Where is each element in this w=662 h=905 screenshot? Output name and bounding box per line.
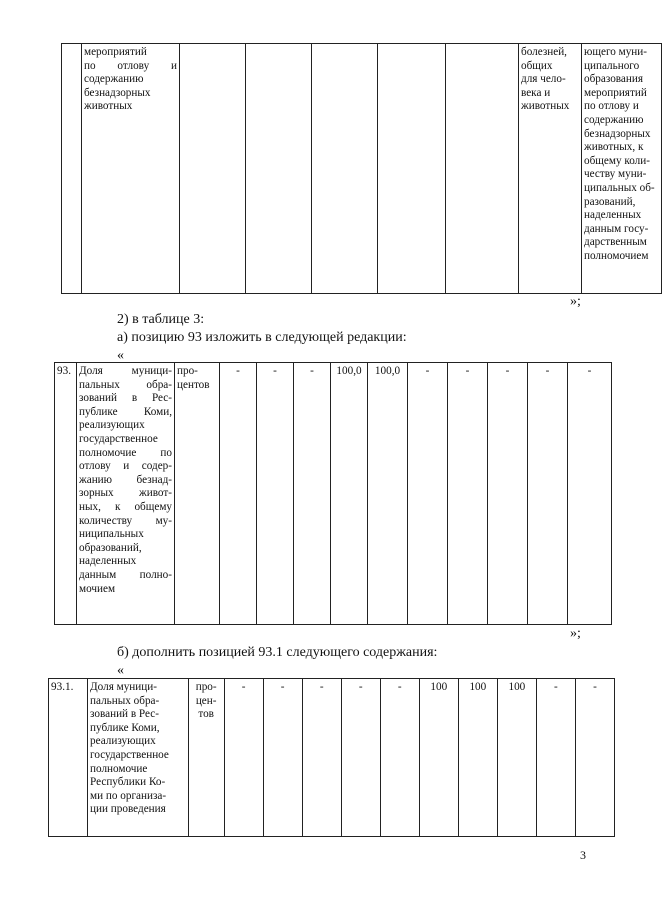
value-cell: - [408, 363, 448, 625]
table-cell-empty [246, 44, 312, 294]
paragraph-item-2: 2) в таблице 3: [117, 312, 205, 327]
unit-cell: про- цен- тов [188, 679, 224, 837]
value-cell: - [341, 679, 380, 837]
paragraph-item-b: б) дополнить позицией 93.1 следующего содержания: [117, 645, 438, 660]
value-cell: - [568, 363, 612, 625]
opening-quote: « [117, 663, 124, 678]
value-cell: - [536, 679, 575, 837]
value-cell: - [448, 363, 488, 625]
value-cell: 100,0 [368, 363, 408, 625]
value-cell: 100 [497, 679, 536, 837]
row-number: 93. [55, 363, 77, 625]
table-cell-indicator-text: ющего муни- ципального образования мероприятий по отлову и содержанию безнадзорных животных, к общему коли- честву муни- ципальных об- разований, наделенных данным госу- дарственным полномочием [582, 44, 662, 294]
table-cell-empty [62, 44, 82, 294]
value-cell: - [224, 679, 263, 837]
value-cell: - [488, 363, 528, 625]
paragraph-item-a: а) позицию 93 изложить в следующей редакции: [117, 330, 407, 345]
value-cell: - [220, 363, 257, 625]
value-cell: - [528, 363, 568, 625]
unit-cell: про- центов [175, 363, 220, 625]
closing-quote: »; [570, 626, 581, 641]
table-cell-empty [180, 44, 246, 294]
table-continuation [61, 43, 662, 294]
opening-quote: « [117, 348, 124, 363]
value-cell: - [302, 679, 341, 837]
value-cell: 100,0 [331, 363, 368, 625]
value-cell: 100 [458, 679, 497, 837]
table-cell-empty [378, 44, 446, 294]
closing-quote: »; [570, 294, 581, 309]
row-number: 93.1. [49, 679, 88, 837]
table-row-93 [54, 362, 612, 625]
value-cell: - [575, 679, 614, 837]
table-cell-measures: мероприятий по отлову и содержанию безнадзорных животных [82, 44, 180, 294]
value-cell: - [263, 679, 302, 837]
indicator-name: Доля муници- пальных обра- зований в Рес- публике Коми, реализующих государственное полномочие по отлову и содер- жанию безнад- зорных живот- ных, к общему количеству му- ниципальных образований, наделенных данным полно- мочием [77, 363, 175, 625]
table-row-93-1 [48, 678, 615, 837]
value-cell: - [380, 679, 419, 837]
value-cell: - [294, 363, 331, 625]
table-cell-empty [446, 44, 519, 294]
value-cell: 100 [419, 679, 458, 837]
indicator-name: Доля муници- пальных обра- зований в Рес- публике Коми, реализующих государственное полномочие Республики Ко- ми по организа- ции проведения [88, 679, 189, 837]
table-cell-empty [312, 44, 378, 294]
page-number: 3 [580, 848, 586, 862]
value-cell: - [257, 363, 294, 625]
table-cell-diseases: болезней, общих для чело- века и животных [519, 44, 582, 294]
